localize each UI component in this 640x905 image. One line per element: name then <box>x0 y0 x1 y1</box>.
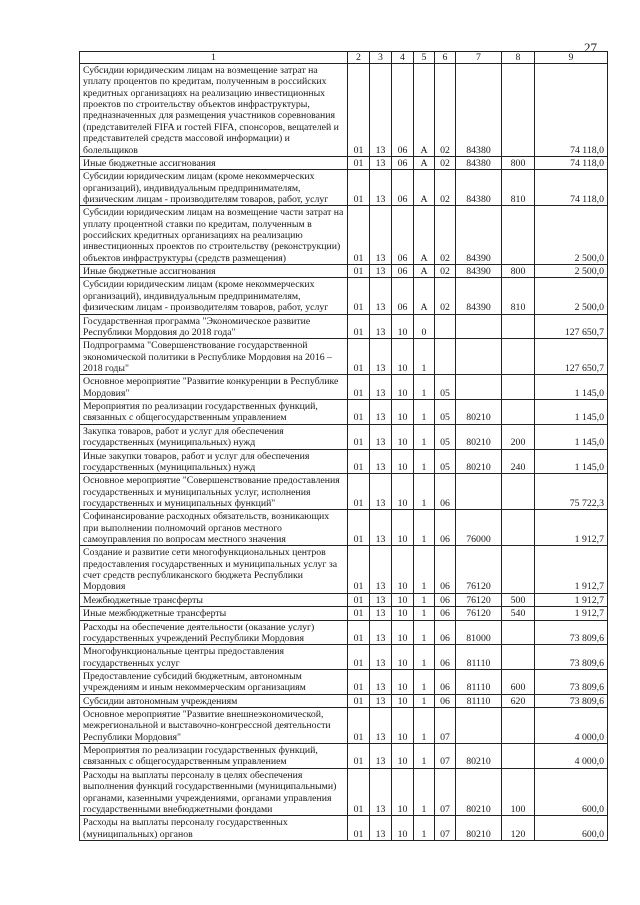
amount-cell: 74 118,0 <box>535 156 608 169</box>
expense-type-code-cell: 800 <box>502 265 535 278</box>
col-header: 6 <box>435 52 456 64</box>
direction-code-cell <box>456 474 502 510</box>
expense-name-cell: Предоставление субсидий бюджетным, автономным учреждениям и иным некоммерческим организациям <box>80 669 348 694</box>
section-code-cell: 01 <box>348 424 370 449</box>
table-row <box>80 768 608 815</box>
subprogram-code-cell: А <box>414 206 435 265</box>
subsection-code-cell: 13 <box>370 645 392 670</box>
section-code-cell: 01 <box>348 375 370 400</box>
direction-code-cell: 81110 <box>456 694 502 707</box>
subsection-code-cell: 13 <box>370 593 392 606</box>
direction-code-cell: 80210 <box>456 816 502 841</box>
event-code-cell: 02 <box>435 265 456 278</box>
table-row <box>80 607 608 620</box>
direction-code-cell <box>456 375 502 400</box>
section-code-cell: 01 <box>348 339 370 375</box>
expense-name-cell: Расходы на выплаты персоналу государственных (муниципальных) органов <box>80 816 348 841</box>
program-code-cell: 10 <box>392 669 414 694</box>
subprogram-code-cell: А <box>414 156 435 169</box>
expense-type-code-cell: 810 <box>502 278 535 314</box>
subsection-code-cell: 13 <box>370 424 392 449</box>
expense-name-cell: Субсидии юридическим лицам на возмещение затрат на уплату процентов по кредитам, полученным в российских кредитных организациях на реализацию инвестиционных проектов по строительству объектов инфраструктуры, предназначенных для размещения участников соревнования (представителей FIFA и гостей FIFA, спонсоров, вещателей и представителей средств массовой информации) и болельщиков <box>80 64 348 157</box>
program-code-cell: 10 <box>392 339 414 375</box>
program-code-cell: 06 <box>392 206 414 265</box>
table-row <box>80 170 608 206</box>
expense-name-cell: Закупка товаров, работ и услуг для обеспечения государственных (муниципальных) нужд <box>80 424 348 449</box>
event-code-cell: 06 <box>435 510 456 546</box>
amount-cell: 4 000,0 <box>535 744 608 769</box>
event-code-cell: 05 <box>435 400 456 425</box>
expense-type-code-cell: 120 <box>502 816 535 841</box>
page-number: 27 <box>584 40 597 55</box>
subprogram-code-cell: 1 <box>414 645 435 670</box>
amount-cell: 73 809,6 <box>535 669 608 694</box>
event-code-cell: 06 <box>435 645 456 670</box>
table-row <box>80 449 608 474</box>
program-code-cell: 10 <box>392 708 414 744</box>
amount-cell: 1 145,0 <box>535 375 608 400</box>
direction-code-cell: 84390 <box>456 265 502 278</box>
section-code-cell: 01 <box>348 265 370 278</box>
expense-name-cell: Расходы на обеспечение деятельности (оказание услуг) государственных учреждений Республики Мордовия <box>80 620 348 645</box>
subsection-code-cell: 13 <box>370 669 392 694</box>
col-header: 8 <box>502 52 535 64</box>
direction-code-cell: 80210 <box>456 744 502 769</box>
section-code-cell: 01 <box>348 449 370 474</box>
direction-code-cell: 80210 <box>456 768 502 815</box>
subprogram-code-cell: 1 <box>414 768 435 815</box>
table-row <box>80 546 608 593</box>
expense-name-cell: Подпрограмма "Совершенствование государственной экономической политики в Республике Мордовия на 2016 – 2018 годы" <box>80 339 348 375</box>
col-header: 9 <box>535 52 608 64</box>
expense-type-code-cell: 810 <box>502 170 535 206</box>
expense-type-code-cell <box>502 620 535 645</box>
subprogram-code-cell: 1 <box>414 474 435 510</box>
section-code-cell: 01 <box>348 620 370 645</box>
direction-code-cell: 84380 <box>456 170 502 206</box>
expense-type-code-cell <box>502 375 535 400</box>
subprogram-code-cell: 1 <box>414 607 435 620</box>
expense-type-code-cell <box>502 474 535 510</box>
subprogram-code-cell: 1 <box>414 449 435 474</box>
expense-type-code-cell <box>502 314 535 339</box>
col-header: 1 <box>80 52 348 64</box>
subprogram-code-cell: А <box>414 170 435 206</box>
subprogram-code-cell: 1 <box>414 400 435 425</box>
program-code-cell: 10 <box>392 510 414 546</box>
subprogram-code-cell: 1 <box>414 744 435 769</box>
section-code-cell: 01 <box>348 64 370 157</box>
direction-code-cell: 76000 <box>456 510 502 546</box>
subsection-code-cell: 13 <box>370 694 392 707</box>
section-code-cell: 01 <box>348 314 370 339</box>
program-code-cell: 10 <box>392 449 414 474</box>
amount-cell: 1 912,7 <box>535 546 608 593</box>
expense-type-code-cell: 800 <box>502 156 535 169</box>
subsection-code-cell: 13 <box>370 314 392 339</box>
table-row <box>80 620 608 645</box>
expense-name-cell: Субсидии юридическим лицам на возмещение части затрат на уплату процентной ставки по кредитам, полученным в российских кредитных организациях на реализацию инвестиционных проектов по строительству (реконструкции) объектов инфраструктуры (средств размещения) <box>80 206 348 265</box>
amount-cell: 1 912,7 <box>535 593 608 606</box>
subprogram-code-cell: 1 <box>414 593 435 606</box>
section-code-cell: 01 <box>348 510 370 546</box>
expense-name-cell: Основное мероприятие "Развитие конкуренции в Республике Мордовия" <box>80 375 348 400</box>
amount-cell: 1 145,0 <box>535 400 608 425</box>
section-code-cell: 01 <box>348 607 370 620</box>
program-code-cell: 10 <box>392 816 414 841</box>
header-row <box>80 52 608 64</box>
expense-type-code-cell: 100 <box>502 768 535 815</box>
direction-code-cell: 80210 <box>456 449 502 474</box>
program-code-cell: 10 <box>392 607 414 620</box>
direction-code-cell: 84380 <box>456 64 502 157</box>
direction-code-cell <box>456 708 502 744</box>
subprogram-code-cell: 1 <box>414 510 435 546</box>
program-code-cell: 06 <box>392 265 414 278</box>
expense-type-code-cell <box>502 546 535 593</box>
subprogram-code-cell: 1 <box>414 620 435 645</box>
event-code-cell: 02 <box>435 170 456 206</box>
section-code-cell: 01 <box>348 170 370 206</box>
program-code-cell: 10 <box>392 694 414 707</box>
program-code-cell: 06 <box>392 156 414 169</box>
subsection-code-cell: 13 <box>370 278 392 314</box>
subsection-code-cell: 13 <box>370 620 392 645</box>
direction-code-cell: 76120 <box>456 593 502 606</box>
subsection-code-cell: 13 <box>370 339 392 375</box>
subsection-code-cell: 13 <box>370 400 392 425</box>
subprogram-code-cell: 1 <box>414 546 435 593</box>
amount-cell: 127 650,7 <box>535 339 608 375</box>
subsection-code-cell: 13 <box>370 449 392 474</box>
table-row <box>80 314 608 339</box>
amount-cell: 1 145,0 <box>535 424 608 449</box>
expense-name-cell: Межбюджетные трансферты <box>80 593 348 606</box>
subsection-code-cell: 13 <box>370 708 392 744</box>
program-code-cell: 10 <box>392 400 414 425</box>
program-code-cell: 10 <box>392 424 414 449</box>
event-code-cell: 05 <box>435 424 456 449</box>
table-row <box>80 375 608 400</box>
direction-code-cell: 81110 <box>456 669 502 694</box>
col-header: 7 <box>456 52 502 64</box>
col-header: 4 <box>392 52 414 64</box>
amount-cell: 74 118,0 <box>535 170 608 206</box>
section-code-cell: 01 <box>348 816 370 841</box>
expense-type-code-cell <box>502 510 535 546</box>
program-code-cell: 10 <box>392 546 414 593</box>
direction-code-cell: 81000 <box>456 620 502 645</box>
expense-type-code-cell <box>502 744 535 769</box>
subsection-code-cell: 13 <box>370 816 392 841</box>
expense-name-cell: Расходы на выплаты персоналу в целях обеспечения выполнения функций государственными (муниципальными) органами, казенными учреждениями, органами управления государственными внебюджетными фондами <box>80 768 348 815</box>
expense-type-code-cell <box>502 400 535 425</box>
program-code-cell: 10 <box>392 314 414 339</box>
amount-cell: 1 912,7 <box>535 607 608 620</box>
subsection-code-cell: 13 <box>370 474 392 510</box>
table-row <box>80 400 608 425</box>
section-code-cell: 01 <box>348 744 370 769</box>
section-code-cell: 01 <box>348 206 370 265</box>
event-code-cell: 05 <box>435 449 456 474</box>
event-code-cell: 07 <box>435 744 456 769</box>
expense-type-code-cell <box>502 64 535 157</box>
section-code-cell: 01 <box>348 645 370 670</box>
col-header: 2 <box>348 52 370 64</box>
subsection-code-cell: 13 <box>370 510 392 546</box>
expense-name-cell: Иные межбюджетные трансферты <box>80 607 348 620</box>
program-code-cell: 06 <box>392 278 414 314</box>
subprogram-code-cell: А <box>414 278 435 314</box>
event-code-cell: 07 <box>435 816 456 841</box>
expense-type-code-cell: 600 <box>502 669 535 694</box>
subsection-code-cell: 13 <box>370 206 392 265</box>
table-row <box>80 669 608 694</box>
table-row <box>80 339 608 375</box>
expense-type-code-cell: 500 <box>502 593 535 606</box>
program-code-cell: 10 <box>392 375 414 400</box>
table-row <box>80 278 608 314</box>
subsection-code-cell: 13 <box>370 768 392 815</box>
event-code-cell <box>435 339 456 375</box>
expense-type-code-cell: 540 <box>502 607 535 620</box>
expense-name-cell: Иные бюджетные ассигнования <box>80 265 348 278</box>
event-code-cell: 07 <box>435 768 456 815</box>
expense-type-code-cell: 240 <box>502 449 535 474</box>
section-code-cell: 01 <box>348 694 370 707</box>
expense-type-code-cell <box>502 708 535 744</box>
subprogram-code-cell: 1 <box>414 708 435 744</box>
direction-code-cell: 84390 <box>456 206 502 265</box>
amount-cell: 73 809,6 <box>535 620 608 645</box>
subsection-code-cell: 13 <box>370 170 392 206</box>
program-code-cell: 06 <box>392 170 414 206</box>
subprogram-code-cell: 1 <box>414 424 435 449</box>
expense-name-cell: Иные бюджетные ассигнования <box>80 156 348 169</box>
expense-type-code-cell <box>502 206 535 265</box>
table-row <box>80 744 608 769</box>
table-row <box>80 694 608 707</box>
subprogram-code-cell: 1 <box>414 694 435 707</box>
section-code-cell: 01 <box>348 768 370 815</box>
event-code-cell: 06 <box>435 669 456 694</box>
event-code-cell: 02 <box>435 206 456 265</box>
amount-cell: 127 650,7 <box>535 314 608 339</box>
expense-name-cell: Мероприятия по реализации государственных функций, связанных с общегосударственным управлением <box>80 744 348 769</box>
table-row <box>80 474 608 510</box>
table-row <box>80 156 608 169</box>
subprogram-code-cell: 1 <box>414 669 435 694</box>
direction-code-cell: 76120 <box>456 607 502 620</box>
expense-name-cell: Субсидии автономным учреждениям <box>80 694 348 707</box>
event-code-cell: 06 <box>435 593 456 606</box>
amount-cell: 1 912,7 <box>535 510 608 546</box>
table-row <box>80 64 608 157</box>
event-code-cell: 06 <box>435 620 456 645</box>
event-code-cell: 07 <box>435 708 456 744</box>
subprogram-code-cell: 1 <box>414 339 435 375</box>
event-code-cell: 02 <box>435 278 456 314</box>
amount-cell: 73 809,6 <box>535 645 608 670</box>
col-header: 3 <box>370 52 392 64</box>
section-code-cell: 01 <box>348 708 370 744</box>
expense-name-cell: Субсидии юридическим лицам (кроме некоммерческих организаций), индивидуальным предпринимателям, физическим лицам - производителям товаров, работ, услуг <box>80 278 348 314</box>
event-code-cell: 06 <box>435 474 456 510</box>
section-code-cell: 01 <box>348 278 370 314</box>
amount-cell: 2 500,0 <box>535 206 608 265</box>
subsection-code-cell: 13 <box>370 64 392 157</box>
program-code-cell: 06 <box>392 64 414 157</box>
program-code-cell: 10 <box>392 620 414 645</box>
expense-name-cell: Мероприятия по реализации государственных функций, связанных с общегосударственным управлением <box>80 400 348 425</box>
expense-name-cell: Многофункциональные центры предоставления государственных услуг <box>80 645 348 670</box>
event-code-cell: 06 <box>435 694 456 707</box>
budget-table <box>79 51 608 841</box>
program-code-cell: 10 <box>392 768 414 815</box>
direction-code-cell: 80210 <box>456 400 502 425</box>
event-code-cell <box>435 314 456 339</box>
direction-code-cell: 80210 <box>456 424 502 449</box>
direction-code-cell: 84390 <box>456 278 502 314</box>
section-code-cell: 01 <box>348 400 370 425</box>
expense-name-cell: Основное мероприятие "Совершенствование предоставления государственных и муниципальных услуг, исполнения государственных и муниципальных функций" <box>80 474 348 510</box>
expense-name-cell: Создание и развитие сети многофункциональных центров предоставления государственных и муниципальных услуг за счет средств республиканского бюджета Республики Мордовия <box>80 546 348 593</box>
table-row <box>80 206 608 265</box>
amount-cell: 73 809,6 <box>535 694 608 707</box>
amount-cell: 2 500,0 <box>535 265 608 278</box>
direction-code-cell <box>456 314 502 339</box>
expense-type-code-cell <box>502 645 535 670</box>
col-header: 5 <box>414 52 435 64</box>
amount-cell: 4 000,0 <box>535 708 608 744</box>
section-code-cell: 01 <box>348 593 370 606</box>
expense-name-cell: Субсидии юридическим лицам (кроме некоммерческих организаций), индивидуальным предпринимателям, физическим лицам - производителям товаров, работ, услуг <box>80 170 348 206</box>
table-row <box>80 265 608 278</box>
amount-cell: 600,0 <box>535 816 608 841</box>
table-row <box>80 593 608 606</box>
event-code-cell: 06 <box>435 607 456 620</box>
subprogram-code-cell: 1 <box>414 375 435 400</box>
amount-cell: 75 722,3 <box>535 474 608 510</box>
amount-cell: 74 118,0 <box>535 64 608 157</box>
subprogram-code-cell: 0 <box>414 314 435 339</box>
direction-code-cell: 76120 <box>456 546 502 593</box>
subsection-code-cell: 13 <box>370 265 392 278</box>
event-code-cell: 02 <box>435 64 456 157</box>
table-row <box>80 424 608 449</box>
event-code-cell: 06 <box>435 546 456 593</box>
program-code-cell: 10 <box>392 744 414 769</box>
subprogram-code-cell: 1 <box>414 816 435 841</box>
table-row <box>80 816 608 841</box>
amount-cell: 2 500,0 <box>535 278 608 314</box>
section-code-cell: 01 <box>348 546 370 593</box>
event-code-cell: 02 <box>435 156 456 169</box>
subsection-code-cell: 13 <box>370 375 392 400</box>
direction-code-cell <box>456 339 502 375</box>
section-code-cell: 01 <box>348 669 370 694</box>
expense-name-cell: Государственная программа "Экономическое развитие Республики Мордовия до 2018 года" <box>80 314 348 339</box>
table-row <box>80 510 608 546</box>
event-code-cell: 05 <box>435 375 456 400</box>
subprogram-code-cell: А <box>414 64 435 157</box>
table-row <box>80 708 608 744</box>
expense-name-cell: Софинансирование расходных обязательств, возникающих при выполнении полномочий органов местного самоуправления по вопросам местного значения <box>80 510 348 546</box>
section-code-cell: 01 <box>348 474 370 510</box>
expense-name-cell: Иные закупки товаров, работ и услуг для обеспечения государственных (муниципальных) нужд <box>80 449 348 474</box>
expense-type-code-cell: 200 <box>502 424 535 449</box>
amount-cell: 600,0 <box>535 768 608 815</box>
direction-code-cell: 81110 <box>456 645 502 670</box>
program-code-cell: 10 <box>392 474 414 510</box>
expense-type-code-cell <box>502 339 535 375</box>
program-code-cell: 10 <box>392 645 414 670</box>
direction-code-cell: 84380 <box>456 156 502 169</box>
program-code-cell: 10 <box>392 593 414 606</box>
amount-cell: 1 145,0 <box>535 449 608 474</box>
expense-name-cell: Основное мероприятие "Развитие внешнеэкономической, межрегиональной и выставочно-конгрессной деятельности Республики Мордовия" <box>80 708 348 744</box>
expense-type-code-cell: 620 <box>502 694 535 707</box>
subsection-code-cell: 13 <box>370 744 392 769</box>
section-code-cell: 01 <box>348 156 370 169</box>
subsection-code-cell: 13 <box>370 607 392 620</box>
subprogram-code-cell: А <box>414 265 435 278</box>
subsection-code-cell: 13 <box>370 156 392 169</box>
subsection-code-cell: 13 <box>370 546 392 593</box>
table-row <box>80 645 608 670</box>
